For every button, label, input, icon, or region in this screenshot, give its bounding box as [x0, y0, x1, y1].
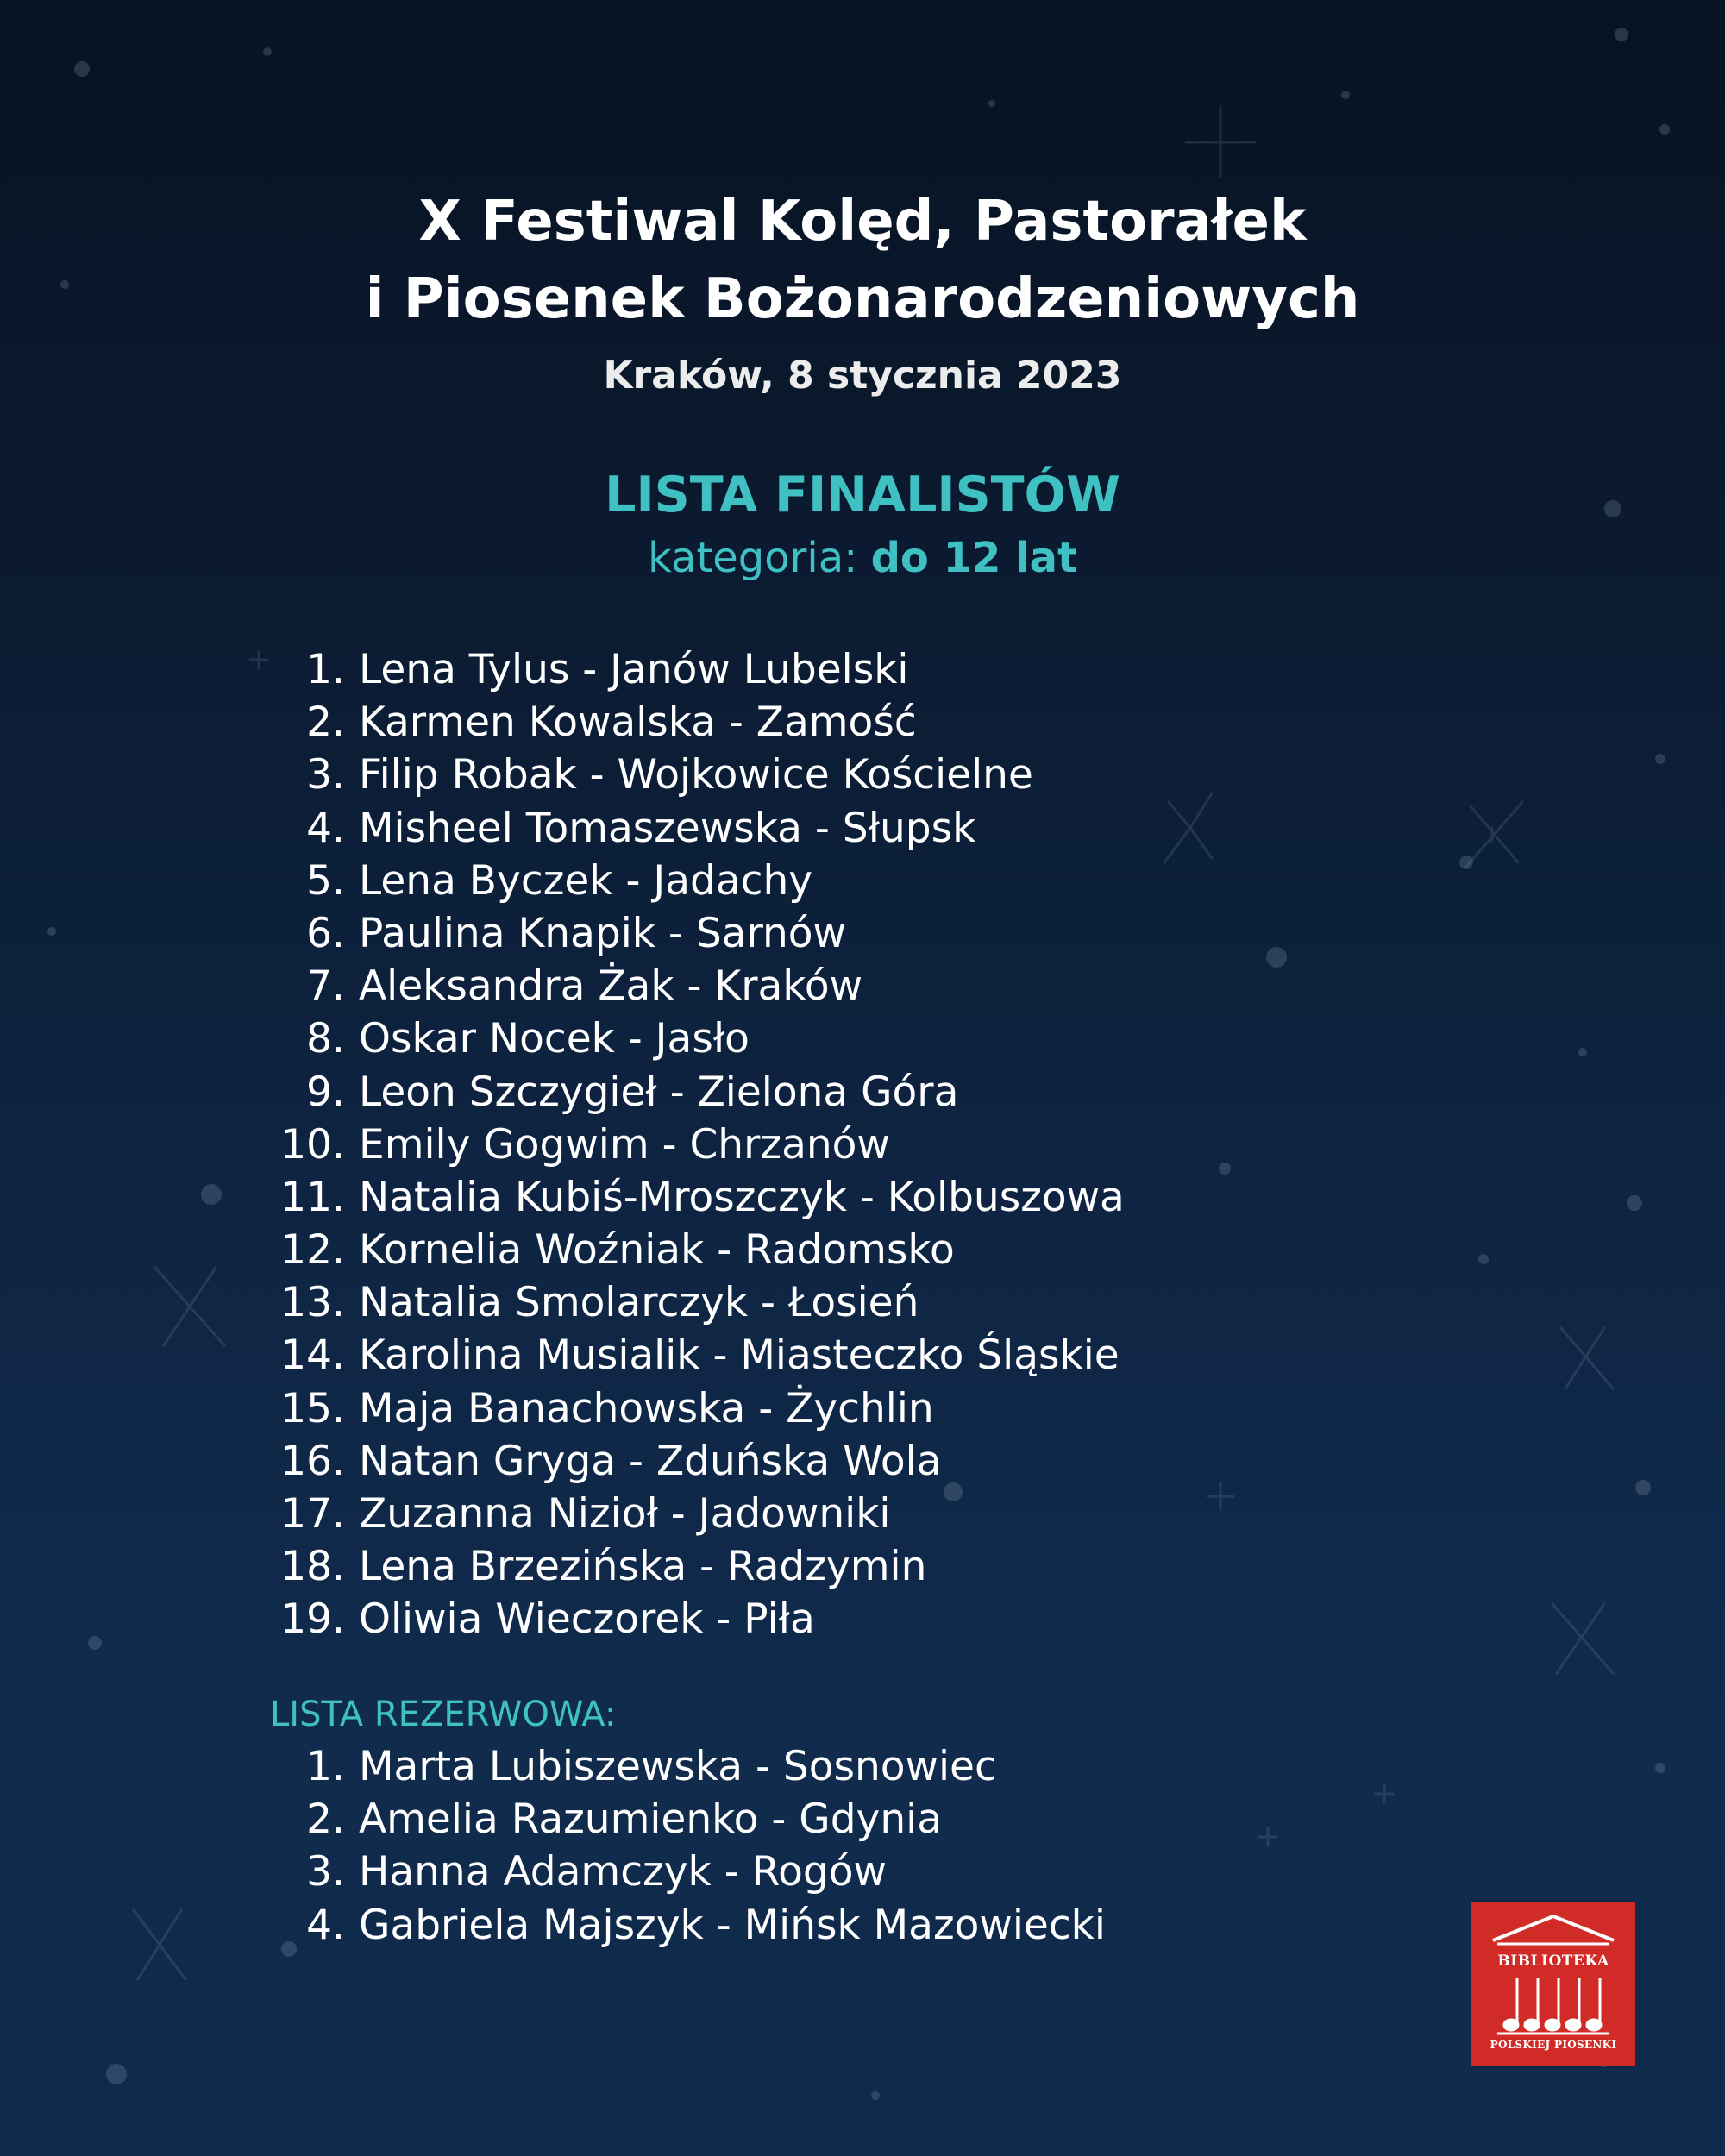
item-number: 1.: [306, 1743, 345, 1790]
item-text: Filip Robak - Wojkowice Kościelne: [359, 751, 1033, 799]
item-number: 4.: [306, 1901, 345, 1949]
item-number: 2.: [306, 1796, 345, 1844]
list-item: [216, 1899, 1106, 1952]
item-text: Oskar Nocek - Jasło: [359, 1015, 750, 1063]
item-number: 15.: [280, 1384, 345, 1432]
reserve-list: [216, 1740, 1106, 1952]
list-item: [216, 802, 1125, 855]
list-item: [216, 749, 1125, 801]
item-text: Lena Tylus - Janów Lubelski: [359, 646, 909, 693]
list-item: [216, 696, 1125, 749]
list-item: [216, 1740, 1106, 1793]
list-item: [216, 643, 1125, 696]
item-text: Amelia Razumienko - Gdynia: [359, 1796, 942, 1844]
item-number: 14.: [280, 1332, 345, 1380]
finalists-list: [216, 643, 1125, 1646]
item-text: Kornelia Woźniak - Radomsko: [359, 1226, 955, 1275]
item-number: 12.: [280, 1226, 345, 1275]
event-date-location: Kraków, 8 stycznia 2023: [603, 354, 1122, 398]
festival-title: [0, 183, 1725, 338]
festival-title-line2: i Piosenek Bożonarodzeniowych: [365, 267, 1360, 331]
item-text: Natalia Kubiś-Mroszczyk - Kolbuszowa: [359, 1173, 1125, 1221]
list-item: [216, 1793, 1106, 1846]
item-text: Karolina Musialik - Miasteczko Śląskie: [359, 1332, 1120, 1380]
list-item: [216, 1276, 1125, 1329]
item-text: Natan Gryga - Zduńska Wola: [359, 1437, 942, 1485]
item-number: 18.: [280, 1543, 345, 1591]
category-line: [0, 528, 1725, 588]
item-text: Misheel Tomaszewska - Słupsk: [359, 804, 976, 852]
item-text: Emily Gogwim - Chrzanów: [359, 1120, 890, 1169]
item-text: Zuzanna Nizioł - Jadowniki: [359, 1490, 891, 1538]
list-item: [216, 1488, 1125, 1540]
item-text: Natalia Smolarczyk - Łosień: [359, 1279, 919, 1327]
list-item: [216, 1593, 1125, 1645]
logo-text-bottom: POLSKIEJ PIOSENKI: [1490, 2039, 1617, 2051]
item-number: 16.: [280, 1437, 345, 1485]
reserve-heading: LISTA REZERWOWA:: [270, 1695, 617, 1734]
festival-title-line1: X Festiwal Kolęd, Pastorałek: [418, 190, 1307, 254]
list-item: [216, 1119, 1125, 1171]
biblioteka-logo: [1471, 1902, 1635, 2066]
logo-text-top: BIBLIOTEKA: [1497, 1952, 1609, 1970]
item-text: Leon Szczygieł - Zielona Góra: [359, 1068, 959, 1116]
category-value: do 12 lat: [870, 534, 1077, 582]
list-item: [216, 1224, 1125, 1276]
category-label: kategoria:: [648, 534, 858, 582]
item-number: 1.: [306, 646, 345, 693]
item-number: 7.: [306, 962, 345, 1011]
item-number: 8.: [306, 1015, 345, 1063]
list-item: [216, 1171, 1125, 1224]
list-item: [216, 1846, 1106, 1898]
item-text: Gabriela Majszyk - Mińsk Mazowiecki: [359, 1901, 1106, 1949]
list-item: [216, 907, 1125, 960]
item-number: 19.: [280, 1595, 345, 1644]
item-number: 2.: [306, 699, 345, 747]
list-item: [216, 960, 1125, 1012]
item-text: Aleksandra Żak - Kraków: [359, 962, 863, 1011]
item-text: Karmen Kowalska - Zamość: [359, 699, 917, 747]
item-number: 5.: [306, 856, 345, 905]
list-item: [216, 1382, 1125, 1435]
item-text: Lena Byczek - Jadachy: [359, 856, 813, 905]
list-item: [216, 1066, 1125, 1119]
list-item: [216, 1329, 1125, 1382]
list-item: [216, 855, 1125, 907]
list-item: [216, 1540, 1125, 1593]
finalists-heading: LISTA FINALISTÓW: [605, 467, 1120, 523]
list-item: [216, 1435, 1125, 1488]
item-number: 9.: [306, 1068, 345, 1116]
item-number: 17.: [280, 1490, 345, 1538]
item-text: Hanna Adamczyk - Rogów: [359, 1848, 887, 1896]
item-number: 13.: [280, 1279, 345, 1327]
item-number: 3.: [306, 751, 345, 799]
item-number: 3.: [306, 1848, 345, 1896]
item-text: Marta Lubiszewska - Sosnowiec: [359, 1743, 997, 1790]
item-number: 6.: [306, 909, 345, 957]
item-number: 10.: [280, 1120, 345, 1169]
item-text: Maja Banachowska - Żychlin: [359, 1384, 934, 1432]
item-number: 4.: [306, 804, 345, 852]
item-number: 11.: [280, 1173, 345, 1221]
item-text: Oliwia Wieczorek - Piła: [359, 1595, 815, 1644]
list-item: [216, 1012, 1125, 1065]
item-text: Paulina Knapik - Sarnów: [359, 909, 846, 957]
item-text: Lena Brzezińska - Radzymin: [359, 1543, 927, 1591]
